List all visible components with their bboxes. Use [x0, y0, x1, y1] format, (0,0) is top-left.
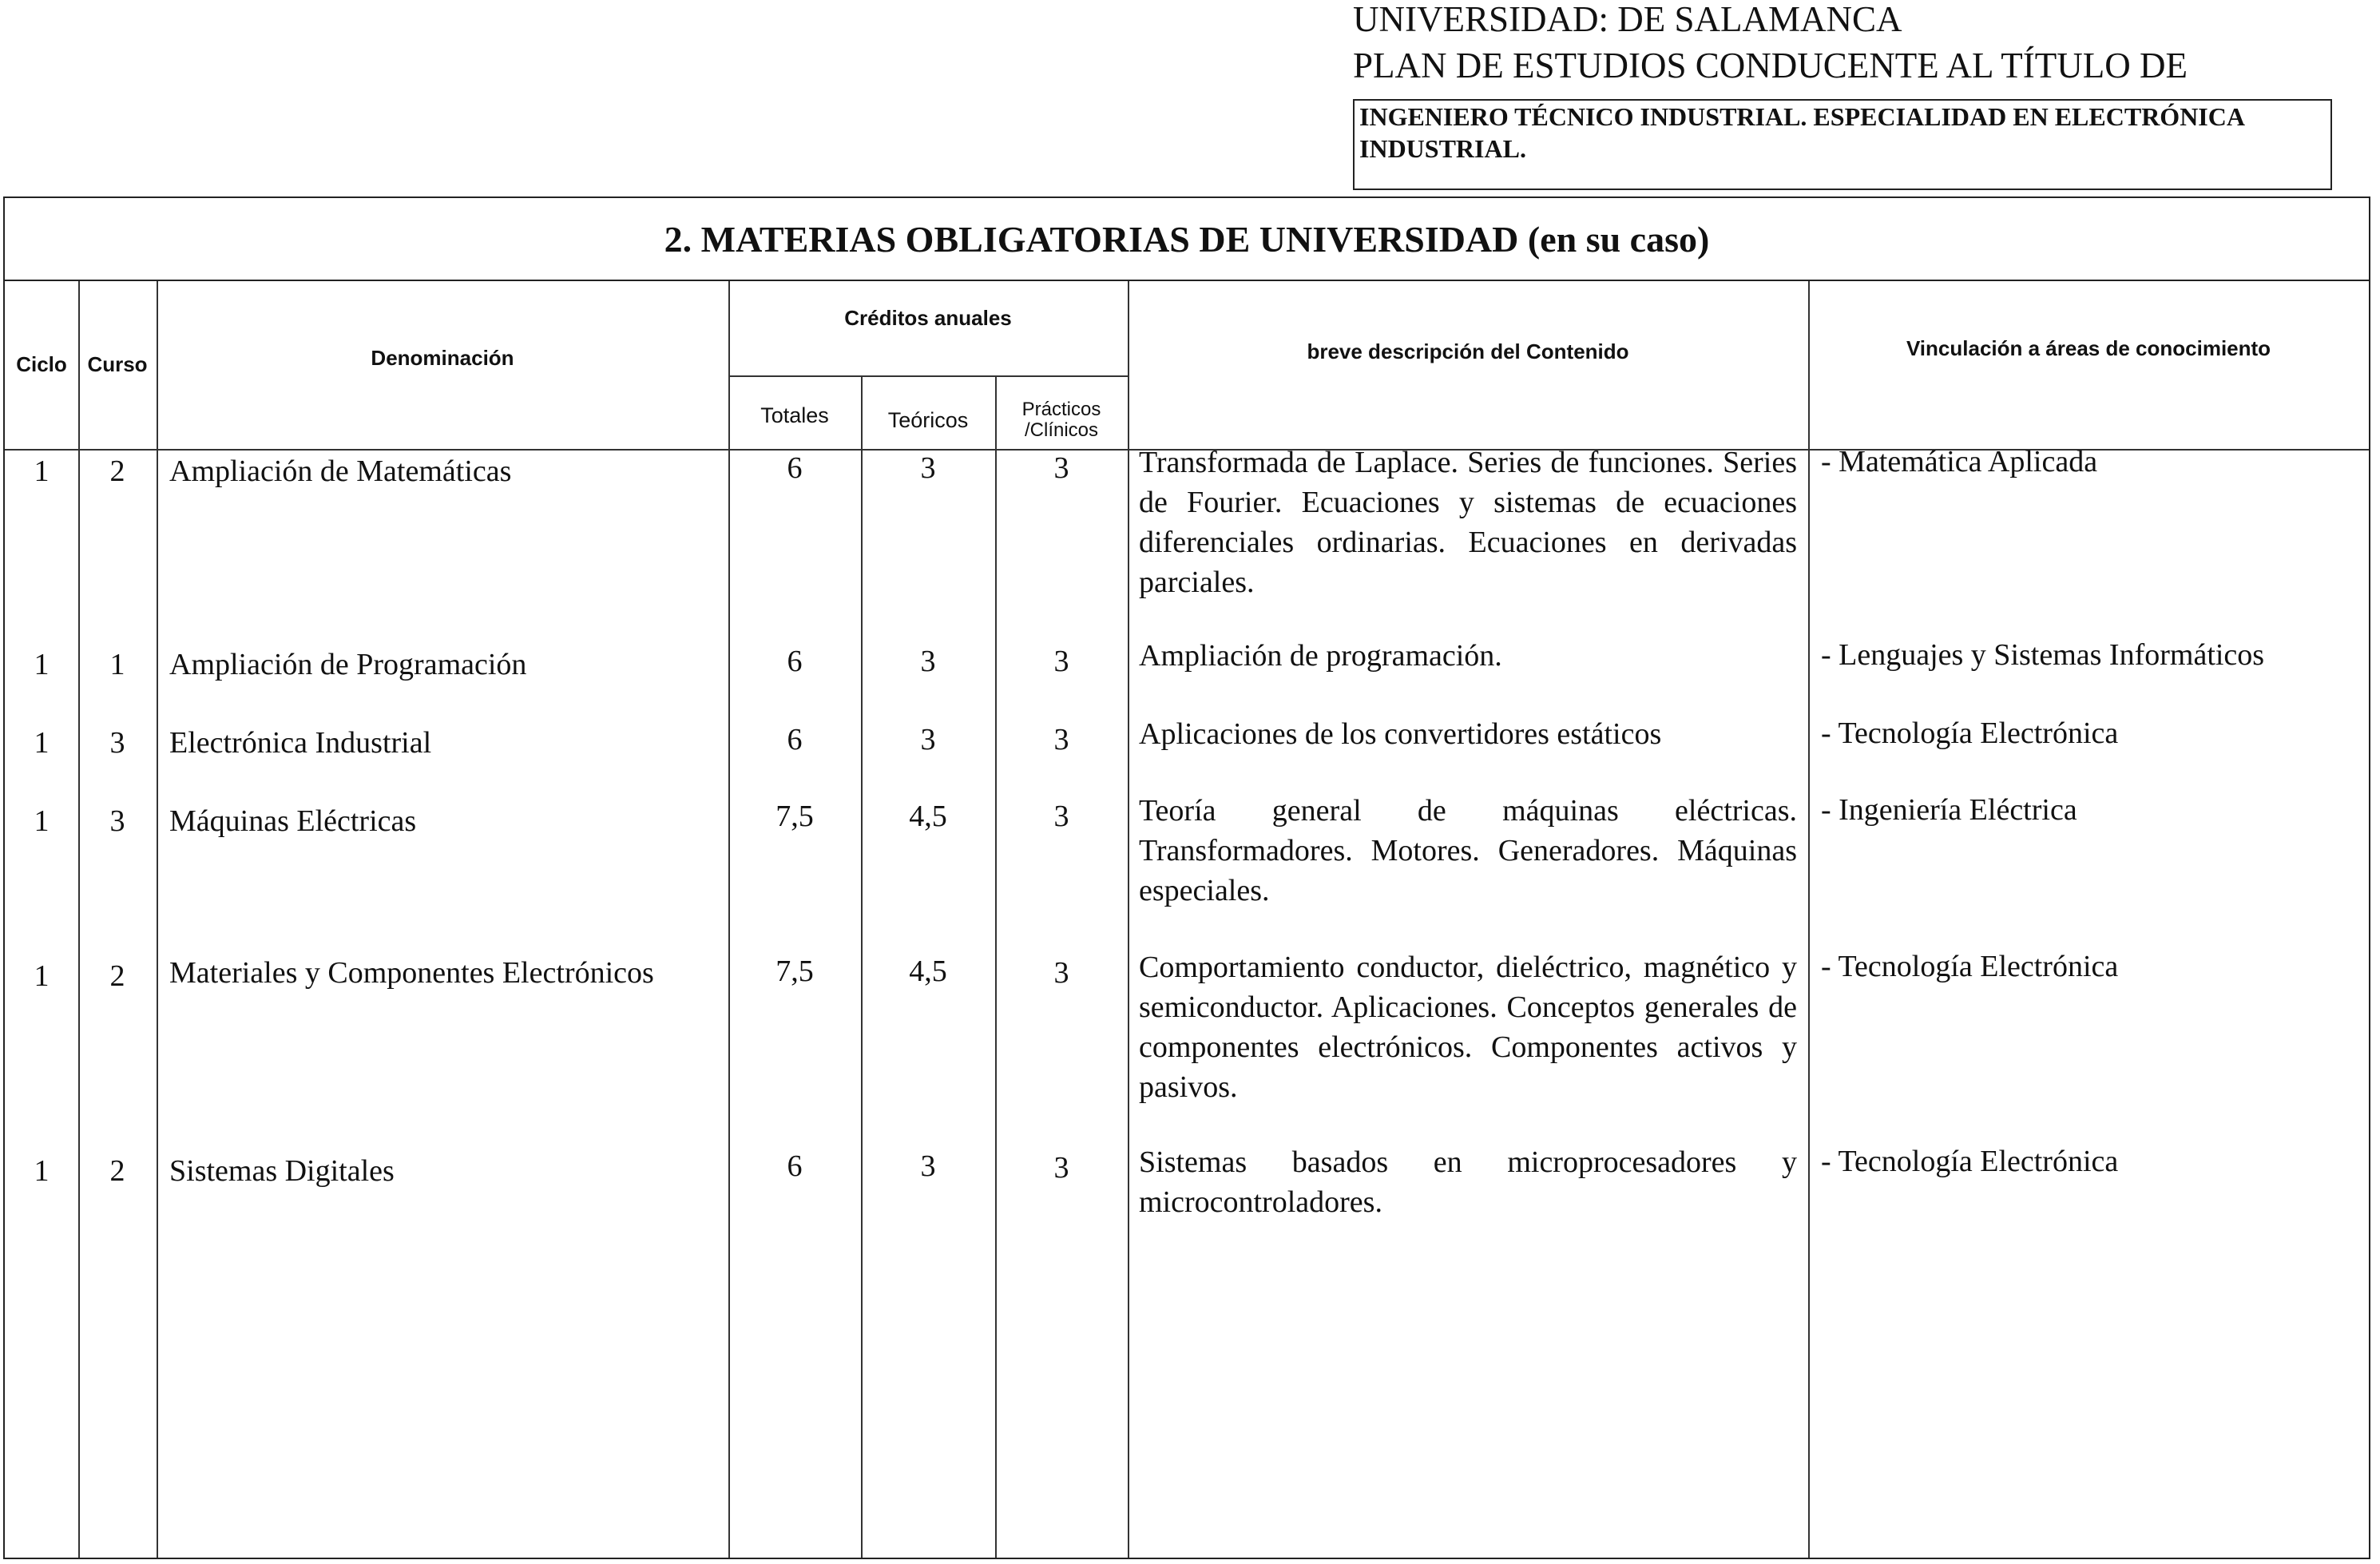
cell-totales: 7,5 — [775, 800, 814, 833]
cell-vinculacion: - Lenguajes y Sistemas Informáticos — [1821, 638, 2265, 672]
cell-ciclo: 1 — [34, 804, 50, 838]
cell-vinculacion: - Ingeniería Eléctrica — [1821, 793, 2077, 827]
cell-descripcion: Teoría general de máquinas eléctricas. Transformadores. Motores. Generadores. Máquinas especiales. — [1139, 794, 1797, 907]
cell-denominacion: Sistemas Digitales — [169, 1154, 395, 1188]
cell-totales: 6 — [787, 723, 803, 756]
cell-teoricos: 4,5 — [909, 800, 947, 833]
col-header-totales: Totales — [760, 403, 829, 427]
cell-denominacion: Electrónica Industrial — [169, 726, 432, 760]
cell-practicos: 3 — [1053, 645, 1069, 678]
cell-practicos: 3 — [1053, 723, 1069, 756]
cell-curso: 1 — [109, 648, 125, 681]
degree-title-box — [1353, 99, 2332, 190]
col-header-curso: Curso — [87, 352, 148, 376]
cell-denominacion: Ampliación de Matemáticas — [169, 455, 512, 488]
col-divider — [1808, 281, 1810, 1558]
col-header-practicos-line-2: /Clínicos — [1024, 419, 1099, 442]
col-divider — [1128, 281, 1129, 1558]
cell-totales: 6 — [787, 1149, 803, 1183]
university-name: UNIVERSIDAD: DE SALAMANCA — [1353, 0, 1902, 39]
cell-curso: 2 — [109, 455, 125, 488]
degree-title-line-1: INGENIERO TÉCNICO INDUSTRIAL. ESPECIALIDAD EN ELECTRÓNICA — [1359, 102, 2245, 131]
cell-denominacion: Ampliación de Programación — [169, 648, 527, 681]
cell-ciclo: 1 — [34, 455, 50, 488]
cell-teoricos: 4,5 — [909, 955, 947, 988]
cell-totales: 6 — [787, 645, 803, 678]
col-header-practicos-line-1: Prácticos — [1021, 399, 1101, 420]
cell-teoricos: 3 — [920, 1149, 936, 1183]
cell-denominacion: Máquinas Eléctricas — [169, 804, 417, 838]
col-header-practicos — [995, 399, 1128, 442]
cell-descripcion: Transformada de Laplace. Series de funciones. Series de Fourier. Ecuaciones y sistemas de ecuaciones diferenciales ordinarias. Ecuaciones en derivadas parciales. — [1139, 446, 1797, 599]
col-header-denominacion: Denominación — [371, 346, 514, 370]
row-divider — [728, 375, 1128, 377]
cell-ciclo: 1 — [34, 1154, 50, 1188]
degree-title-line-2: INDUSTRIAL. — [1359, 134, 1526, 163]
col-divider — [157, 281, 158, 1558]
cell-practicos: 3 — [1053, 451, 1069, 485]
cell-vinculacion: - Tecnología Electrónica — [1821, 1145, 2119, 1178]
cell-vinculacion: - Matemática Aplicada — [1821, 445, 2098, 478]
cell-descripcion: Ampliación de programación. — [1139, 639, 1502, 673]
cell-totales: 7,5 — [775, 955, 814, 988]
cell-curso: 2 — [109, 1154, 125, 1188]
cell-teoricos: 3 — [920, 451, 936, 485]
col-header-ciclo: Ciclo — [16, 352, 67, 376]
cell-ciclo: 1 — [34, 648, 50, 681]
cell-ciclo: 1 — [34, 726, 50, 760]
cell-ciclo: 1 — [34, 959, 50, 993]
cell-teoricos: 3 — [920, 723, 936, 756]
cell-curso: 3 — [109, 726, 125, 760]
cell-practicos: 3 — [1053, 956, 1069, 990]
cell-descripcion: Aplicaciones de los convertidores estáticos — [1139, 717, 1662, 751]
cell-practicos: 3 — [1053, 1151, 1069, 1185]
cell-totales: 6 — [787, 451, 803, 485]
cell-curso: 3 — [109, 804, 125, 838]
cell-descripcion: Comportamiento conductor, dieléctrico, magnético y semiconductor. Aplicaciones. Conceptos generales de componentes electrónicos. Componentes activos y pasivos. — [1139, 951, 1797, 1104]
cell-teoricos: 3 — [920, 645, 936, 678]
col-header-vinculacion: Vinculación a áreas de conocimiento — [1906, 336, 2271, 360]
plan-heading: PLAN DE ESTUDIOS CONDUCENTE AL TÍTULO DE — [1353, 46, 2188, 85]
subjects-table — [3, 196, 2370, 1559]
cell-vinculacion: - Tecnología Electrónica — [1821, 950, 2119, 983]
col-header-creditos: Créditos anuales — [844, 306, 1012, 330]
section-title: 2. MATERIAS OBLIGATORIAS DE UNIVERSIDAD (en su caso) — [5, 198, 2369, 281]
col-header-teoricos: Teóricos — [887, 408, 969, 432]
cell-denominacion: Materiales y Componentes Electrónicos — [169, 956, 654, 990]
cell-curso: 2 — [109, 959, 125, 993]
cell-practicos: 3 — [1053, 800, 1069, 833]
cell-descripcion: Sistemas basados en microprocesadores y microcontroladores. — [1139, 1145, 1797, 1219]
cell-vinculacion: - Tecnología Electrónica — [1821, 717, 2119, 750]
col-header-descripcion: breve descripción del Contenido — [1307, 339, 1629, 363]
